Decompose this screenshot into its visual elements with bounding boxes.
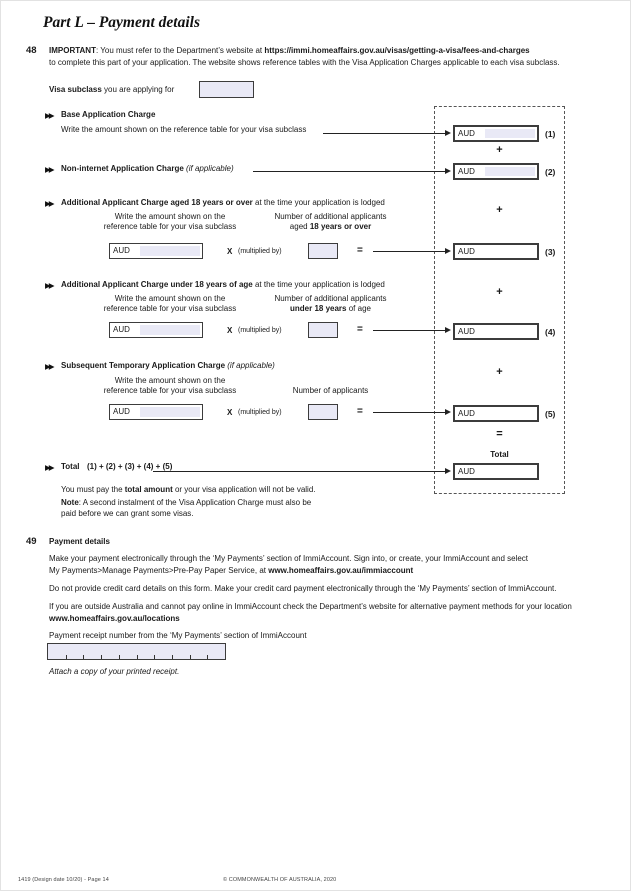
q49-title: Payment details	[49, 537, 110, 546]
amount-entry-area[interactable]	[485, 129, 535, 138]
over18-title: Additional Applicant Charge aged 18 years or over at the time your application is lodged	[61, 198, 385, 207]
over18-amount-label-2: reference table for your visa subclass	[103, 222, 237, 231]
amount-entry-area[interactable]	[140, 407, 200, 417]
q48-important-line1: IMPORTANT: You must refer to the Department’s website at https://immi.homeaffairs.gov.au/visas/getting-a-visa/fees-and-charges	[49, 46, 530, 55]
page-title: Part L – Payment details	[43, 14, 200, 31]
subsequent-result-field[interactable]	[453, 405, 539, 422]
flow-arrow	[153, 471, 449, 472]
under18-count-label-2: under 18 years of age	[290, 304, 371, 313]
currency-label: AUD	[458, 167, 475, 176]
total-note2-line2: paid before we can grant some visas.	[61, 509, 194, 518]
ref-1: (1)	[545, 129, 556, 139]
footer-copyright: © COMMONWEALTH OF AUSTRALIA, 2020	[223, 877, 337, 883]
currency-label: AUD	[458, 247, 475, 256]
equals-operator: =	[496, 428, 503, 440]
q49-p3-line1: If you are outside Australia and cannot pay online in ImmiAccount check the Department’s website for alternative payment methods for your location	[49, 602, 572, 611]
q49-p2: Do not provide credit card details on this form. Make your credit card payment electronically through the ‘My Payments’ section of ImmiAccount.	[49, 584, 557, 593]
subsequent-amount-label-1: Write the amount shown on the	[114, 376, 226, 385]
over18-count-field[interactable]	[308, 243, 338, 259]
ref-4: (4)	[545, 327, 556, 337]
q49-p3-url: www.homeaffairs.gov.au/locations	[49, 614, 180, 623]
over18-result-field[interactable]	[453, 243, 539, 260]
under18-count-field[interactable]	[308, 322, 338, 338]
under18-result-field[interactable]	[453, 323, 539, 340]
q49-p1-line1: Make your payment electronically through the ‘My Payments’ section of ImmiAccount. Sign into, or create, your ImmiAccount and select	[49, 554, 529, 563]
currency-label: AUD	[113, 246, 130, 255]
currency-label: AUD	[458, 129, 475, 138]
visa-subclass-label: Visa subclass you are applying for	[49, 85, 175, 94]
equals-sign: =	[357, 324, 363, 335]
question-49-number: 49	[26, 536, 37, 547]
plus-operator: +	[496, 204, 503, 216]
multiply-label: (multiplied by)	[238, 327, 282, 334]
multiply-x: X	[227, 408, 233, 417]
non-internet-title: Non-internet Application Charge (if applicable)	[61, 164, 234, 173]
total-box-caption: Total	[490, 450, 509, 459]
receipt-number-field[interactable]	[47, 643, 226, 660]
multiply-x: X	[227, 247, 233, 256]
flow-arrow	[373, 412, 449, 413]
plus-operator: +	[496, 366, 503, 378]
over18-amount-label-1: Write the amount shown on the	[114, 212, 226, 221]
section-marker-icon: ▶▶	[45, 281, 53, 290]
over18-count-label-2: aged 18 years or over	[289, 222, 372, 231]
subsequent-amount-label-2: reference table for your visa subclass	[103, 386, 237, 395]
multiply-label: (multiplied by)	[238, 248, 282, 255]
currency-label: AUD	[113, 325, 130, 334]
amount-entry-area[interactable]	[140, 246, 200, 256]
ref-3: (3)	[545, 247, 556, 257]
total-amount-field[interactable]	[453, 463, 539, 480]
footer-form-id: 1419 (Design date 10/20) - Page 14	[18, 877, 109, 883]
under18-title: Additional Applicant Charge under 18 years of age at the time your application is lodged	[61, 280, 385, 289]
over18-amount-field[interactable]	[109, 243, 203, 259]
subsequent-count-label: Number of applicants	[292, 386, 369, 395]
subsequent-title: Subsequent Temporary Application Charge (if applicable)	[61, 361, 275, 370]
question-48-number: 48	[26, 45, 37, 56]
currency-label: AUD	[458, 467, 475, 476]
section-marker-icon: ▶▶	[45, 463, 53, 472]
q49-p1-line2: My Payments>Manage Payments>Pre-Pay Paper Service, at www.homeaffairs.gov.au/immiaccount	[49, 566, 414, 575]
flow-arrow	[373, 251, 449, 252]
base-charge-instruction: Write the amount shown on the reference table for your visa subclass	[61, 125, 307, 134]
ref-5: (5)	[545, 409, 556, 419]
flow-arrow	[253, 171, 449, 172]
currency-label: AUD	[458, 409, 475, 418]
under18-count-label-1: Number of additional applicants	[274, 294, 387, 303]
base-charge-amount-field[interactable]	[453, 125, 539, 142]
currency-label: AUD	[113, 407, 130, 416]
total-formula: (1) + (2) + (3) + (4) + (5)	[87, 462, 173, 471]
plus-operator: +	[496, 286, 503, 298]
under18-amount-label-2: reference table for your visa subclass	[103, 304, 237, 313]
section-marker-icon: ▶▶	[45, 362, 53, 371]
visa-subclass-field[interactable]	[199, 81, 254, 98]
currency-label: AUD	[458, 327, 475, 336]
amount-entry-area[interactable]	[140, 325, 200, 335]
section-marker-icon: ▶▶	[45, 199, 53, 208]
subsequent-amount-field[interactable]	[109, 404, 203, 420]
total-note2-line1: Note: A second instalment of the Visa Application Charge must also be	[61, 498, 312, 507]
amount-entry-area[interactable]	[485, 167, 535, 176]
section-marker-icon: ▶▶	[45, 165, 53, 174]
multiply-label: (multiplied by)	[238, 409, 282, 416]
subsequent-count-field[interactable]	[308, 404, 338, 420]
flow-arrow	[323, 133, 449, 134]
multiply-x: X	[227, 326, 233, 335]
flow-arrow	[373, 330, 449, 331]
section-marker-icon: ▶▶	[45, 111, 53, 120]
non-internet-charge-field[interactable]	[453, 163, 539, 180]
receipt-number-label: Payment receipt number from the ‘My Payments’ section of ImmiAccount	[49, 631, 307, 640]
attach-receipt-note: Attach a copy of your printed receipt.	[49, 667, 180, 676]
ref-2: (2)	[545, 167, 556, 177]
base-charge-title: Base Application Charge	[61, 110, 156, 119]
q48-important-line2: to complete this part of your application. The website shows reference tables with the Visa Application Charges applicable to each visa subclass.	[49, 58, 560, 67]
over18-count-label-1: Number of additional applicants	[274, 212, 387, 221]
total-label: Total	[61, 462, 80, 471]
equals-sign: =	[357, 245, 363, 256]
plus-operator: +	[496, 144, 503, 156]
equals-sign: =	[357, 406, 363, 417]
total-note1: You must pay the total amount or your visa application will not be valid.	[61, 485, 316, 494]
under18-amount-label-1: Write the amount shown on the	[114, 294, 226, 303]
under18-amount-field[interactable]	[109, 322, 203, 338]
